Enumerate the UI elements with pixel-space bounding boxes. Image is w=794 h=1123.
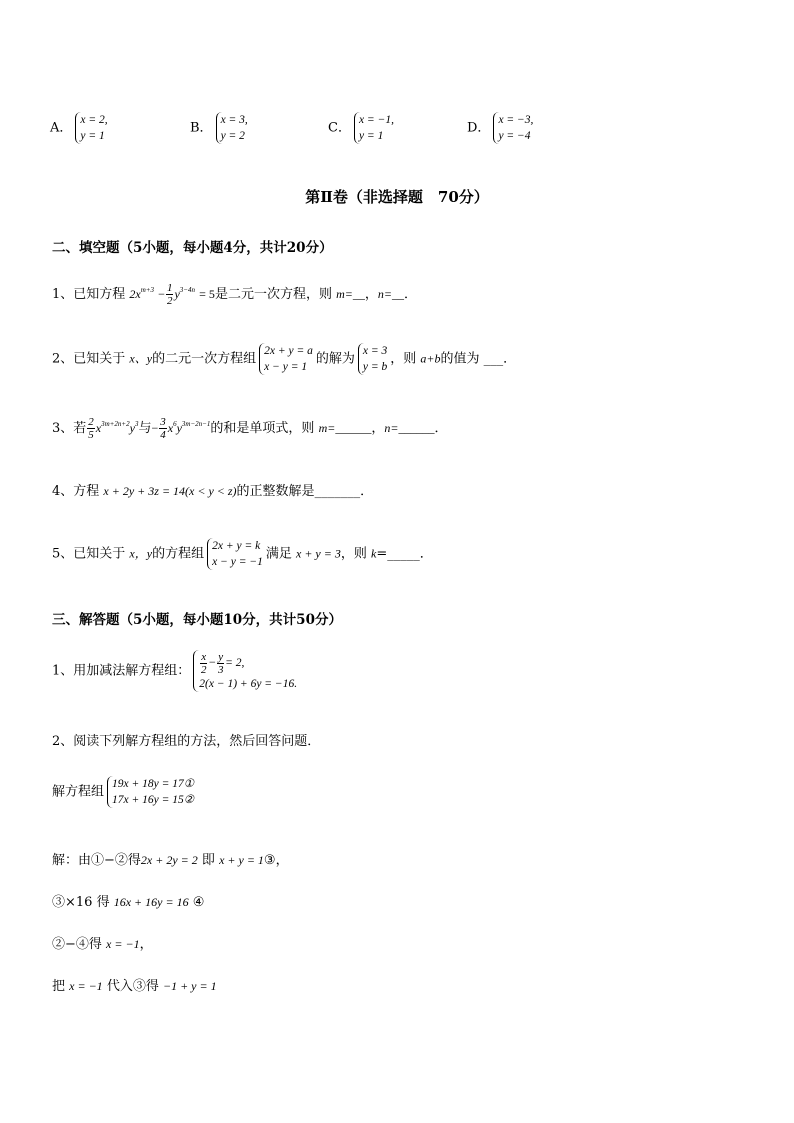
option-d [467,112,536,144]
solve-q2-step1-expr2: x + y = 1 [219,853,264,867]
option-c-label: C． [328,120,351,136]
fill-q3-x2-exp: 6 [173,420,177,428]
solve-q2-step2-expr: 16x + 16y = 16 [113,895,189,909]
fill-q2-blank: ___． [483,351,517,367]
solve-q2-text: 2、阅读下列解方程组的方法，然后回答问题． [52,734,321,749]
solve-q2-step4 [52,975,217,994]
solve-q2-step1-b: 即 [201,853,215,868]
fill-q3-frac2-num: 3 [160,416,166,428]
solve-q2-system-line [52,776,197,808]
fill-q1-frac-num: 1 [166,282,173,294]
fill-q1-n-blank: n=__ [377,287,404,301]
option-a-system [75,112,107,144]
option-d-label: D． [467,120,491,136]
option-d-eq1: x = −3, [498,114,534,126]
solve-q2-step3 [52,933,153,952]
fill-q1-eq: = 5 [199,287,215,301]
fill-q2-tail2: 的值为 [440,351,480,367]
option-d-system [493,112,533,144]
option-b [190,112,251,144]
fill-q3-y1: y [129,421,135,435]
fill-q3-sep: ， [371,421,385,436]
fill-q2 [52,343,516,375]
fill-q3-n-blank: n=______ [384,421,435,435]
solve-q2-sys-prefix: 解方程组 [52,784,105,800]
fill-q1-term2: y [174,287,180,301]
solve-q1-frac2 [217,651,224,676]
solve-q1-eq1 [199,650,297,676]
solve-q2-step4-expr: x = −1 [69,979,103,993]
fill-q3-x1: x [95,421,102,435]
fill-q2-prefix: 2、已知关于 [52,351,126,367]
fill-q4-mid: 的正整数解是 [236,484,315,499]
fill-q1-prefix: 1、已知方程 [52,287,126,302]
option-d-eq2: y = −4 [498,130,531,142]
solve-q1-frac1-num: x [201,650,207,663]
fill-q2-sol1: x = 3 [362,345,388,357]
fill-q2-vars: x、y [129,351,153,366]
solve-q1-minus: − [208,655,217,669]
section2-title: 二、填空题（5小题，每小题4分，共计20分） [52,240,333,256]
fill-q1-minus: − [158,287,165,301]
solve-q1-eq2: 2(x − 1) + 6y = −16. [199,677,298,690]
fill-q3-minus: − [151,421,159,435]
solve-q1-frac1-den: 2 [200,663,207,676]
option-b-label: B． [190,120,213,136]
option-a-eq1: x = 2, [80,114,108,126]
solve-q2-step1-a: 解：由①−②得 [52,853,141,868]
fill-q1-frac-den: 2 [166,295,173,307]
fill-q5-k: k [371,546,377,561]
option-c-system [354,112,394,144]
fill-q2-expr: a+b [420,351,441,366]
option-c-eq2: y = 1 [358,130,384,142]
fill-q3-x1-exp: 3m+2n+2 [101,420,130,428]
fill-q5-mid: 的方程组 [152,546,205,562]
fill-q5 [52,538,433,570]
fill-q2-sys1: 2x + y = a [264,345,313,357]
fill-q1-term1: 2x [129,287,141,301]
fill-q5-system [207,538,263,570]
fill-q4 [52,480,373,499]
fill-q1-term1-exp: m+3 [140,286,155,294]
fill-q3-mid: 的和是单项式，则 [210,421,315,436]
solve-q2-step3-b: ， [139,937,153,952]
solve-q2-step1 [52,849,289,868]
fill-q3-end: ． [434,421,448,436]
option-a-eq2: y = 1 [80,130,105,142]
fill-q3-frac2-den: 4 [160,429,166,441]
fill-q5-cond-text: 满足 [265,546,292,562]
solve-q1-frac1 [200,651,207,676]
fill-q3-with: 与 [138,421,152,436]
option-b-eq1: x = 3, [220,114,248,126]
fill-q3-y1-exp: 3 [134,420,139,428]
fill-q1-term2-exp: 3−4n [179,286,196,294]
solve-q2-system [107,776,194,808]
solve-q1-frac2-num: y [218,650,224,663]
fill-q5-blank: =_____． [376,546,433,562]
fill-q3-frac1-num: 2 [88,416,94,428]
solve-q2-sys2: 17x + 16y = 15② [112,794,195,806]
solve-q2-step4-a: 把 [52,979,66,994]
solve-q2-step1-expr: 2x + 2y = 2 [140,853,198,867]
fill-q3-x2: x [167,421,174,435]
fill-q3 [52,416,447,441]
fill-q1-mid: 是二元一次方程，则 [214,287,332,302]
fill-q3-y2: y [176,421,182,435]
fill-q5-tail: ，则 [340,546,367,562]
part-title: 第Ⅱ卷（非选择题 70分） [305,188,489,206]
solve-q1-eq1-tail: = 2, [225,657,245,669]
fill-q3-y2-exp: 3m−2n−1 [181,420,211,428]
solve-q2-step2-a: ③×16 得 [52,895,110,910]
fill-q5-prefix: 5、已知关于 [52,546,126,562]
solve-q2-step2 [52,891,204,910]
fill-q1-m-blank: m=__ [336,287,365,301]
section3-title: 三、解答题（5小题，每小题10分，共计50分） [52,612,342,628]
fill-q2-mid: 的二元一次方程组 [152,351,257,367]
option-b-system [216,112,248,144]
fill-q1-end: ． [403,287,417,302]
fill-q1 [52,282,417,307]
option-b-eq2: y = 2 [220,130,245,142]
fill-q2-solution [358,343,387,375]
fill-q2-system [259,343,313,375]
solve-q2-step3-expr: x = −1 [106,937,140,951]
fill-q2-sys2: x − y = 1 [264,361,308,373]
solve-q1-prefix: 1、用加减法解方程组： [52,663,191,679]
solve-q2-step4-expr2: −1 + y = 1 [162,979,217,993]
fill-q4-expr: x + 2y + 3z = 14(x < y < z) [103,484,237,498]
option-a [50,112,111,144]
option-a-label: A． [50,120,73,136]
fill-q3-frac1 [87,416,95,441]
fill-q3-m-blank: m=______ [318,421,372,435]
fill-q2-sol2: y = b [362,361,388,373]
solve-q2-step4-b: 代入③得 [106,979,159,994]
fill-q5-cond: x + y = 3 [296,546,341,561]
fill-q1-frac [166,282,174,307]
fill-q2-tail: ，则 [390,351,417,367]
solve-q2-step2-b: ④ [192,895,205,910]
solve-q1-system [193,650,297,692]
option-c-eq1: x = −1, [358,114,394,126]
fill-q3-frac2 [159,416,167,441]
fill-q5-sys1: 2x + y = k [212,540,261,552]
solve-q1-frac2-den: 3 [217,663,224,676]
option-c [328,112,397,144]
solve-q2-sys1: 19x + 18y = 17① [112,778,195,790]
fill-q4-prefix: 4、方程 [52,484,100,499]
fill-q1-sep: ， [364,287,378,302]
fill-q3-prefix: 3、若 [52,421,87,436]
fill-q3-frac1-den: 5 [88,429,94,441]
solve-q2-step1-c: ③， [263,853,289,868]
fill-q5-vars: x，y [129,546,153,561]
fill-q2-sol-text: 的解为 [315,351,355,367]
solve-q2-step3-a: ②−④得 [52,937,102,952]
fill-q4-blank: _______． [314,484,374,499]
solve-q1 [52,650,300,692]
fill-q5-sys2: x − y = −1 [212,556,263,568]
